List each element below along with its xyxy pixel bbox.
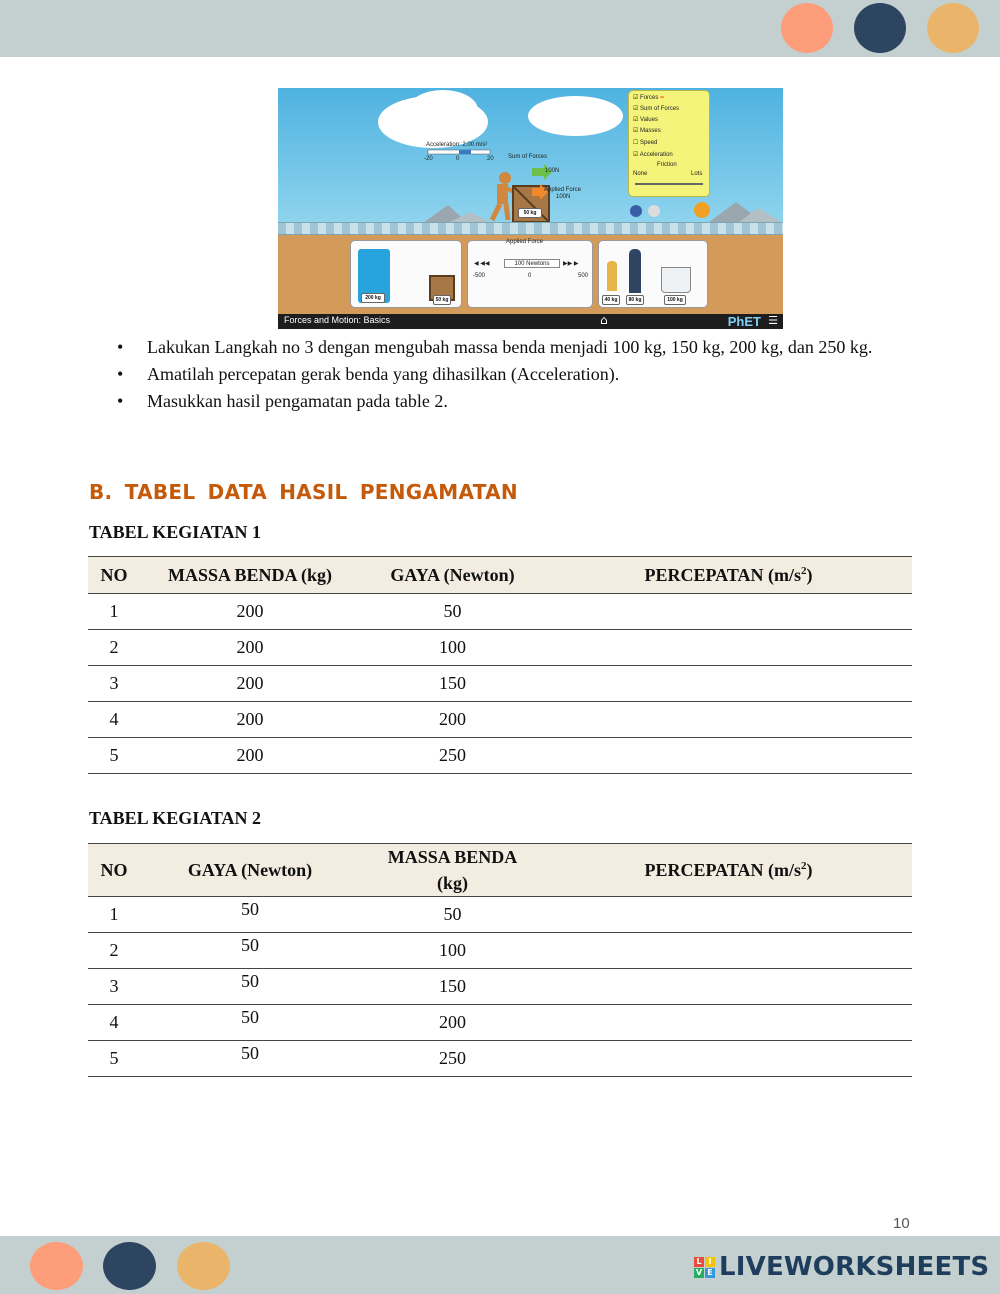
sum-of-forces-label: Sum of Forces — [508, 154, 548, 160]
table-cell-no: 1 — [88, 897, 140, 933]
table-title: TABEL KEGIATAN 1 — [89, 522, 262, 542]
observation-table-1 — [88, 556, 912, 774]
bucket-object[interactable] — [661, 267, 691, 293]
applied-force-arrow-value: 100N — [556, 194, 571, 200]
forces-checkbox[interactable]: ☑ Forces ➨ — [633, 95, 666, 101]
sum-of-forces-value: 100N — [545, 168, 560, 174]
table-cell-percepatan[interactable] — [545, 630, 912, 666]
applied-force-input[interactable]: 100 Newtons — [504, 259, 560, 268]
table-row — [88, 666, 912, 702]
table-cell-massa: 200 — [140, 630, 360, 666]
table-cell-percepatan[interactable] — [545, 738, 912, 774]
speed-checkbox[interactable]: ☐ Speed — [633, 140, 658, 146]
table-cell-massa: 200 — [140, 594, 360, 630]
table-cell-no: 2 — [88, 630, 140, 666]
friction-none-label: None — [633, 171, 648, 177]
instruction-list — [117, 334, 917, 415]
table-row — [88, 933, 912, 969]
table-row — [88, 594, 912, 630]
table-cell-massa: 250 — [360, 1041, 545, 1077]
column-header: GAYA (Newton) — [140, 844, 360, 897]
visibility-panel — [628, 90, 710, 197]
table-cell-no: 2 — [88, 933, 140, 969]
friction-slider[interactable] — [635, 183, 703, 185]
sum-of-forces-checkbox[interactable]: ☑ Sum of Forces — [633, 106, 680, 112]
table-row — [88, 969, 912, 1005]
table-cell-percepatan[interactable] — [545, 594, 912, 630]
page-number: 10 — [893, 1215, 910, 1232]
table-cell-percepatan[interactable] — [545, 1005, 912, 1041]
liveworksheets-wordmark: LIVEWORKSHEETS — [719, 1252, 990, 1282]
table-cell-massa: 200 — [140, 702, 360, 738]
section-title: B. TABEL DATA HASIL PENGAMATAN — [89, 480, 518, 504]
table-row — [88, 738, 912, 774]
table-cell-massa: 50 — [360, 897, 545, 933]
table-cell-percepatan[interactable] — [545, 897, 912, 933]
table-cell-percepatan[interactable] — [545, 933, 912, 969]
table-row — [88, 897, 912, 933]
table-cell-percepatan[interactable] — [545, 1041, 912, 1077]
table-cell-gaya: 50 — [140, 969, 360, 1005]
column-header: GAYA (Newton) — [360, 557, 545, 594]
liveworksheets-grid-icon: L I V E — [694, 1257, 715, 1278]
table-cell-gaya: 50 — [360, 594, 545, 630]
table-cell-percepatan[interactable] — [545, 666, 912, 702]
girl-mass-tag: 40 kg — [602, 295, 620, 305]
table-cell-gaya: 50 — [140, 933, 360, 969]
column-header: MASSA BENDA (kg) — [360, 844, 545, 897]
crate-mass-tag: 50 kg — [518, 208, 542, 218]
list-item: • Lakukan Langkah no 3 dengan mengubah massa benda menjadi 100 kg, 150 kg, 200 kg, dan 250 kg. — [117, 334, 917, 360]
circle-icon — [30, 1242, 83, 1290]
man-mass-tag: 80 kg — [626, 295, 644, 305]
column-header: PERCEPATAN $(m/s^2)$ — [545, 844, 912, 897]
column-header: NO — [88, 557, 140, 594]
objects-left-panel — [350, 240, 462, 308]
table-row — [88, 1041, 912, 1077]
table-cell-percepatan[interactable] — [545, 702, 912, 738]
fridge-mass-tag: 200 kg — [361, 293, 385, 303]
list-item: • Amatilah percepatan gerak benda yang dihasilkan (Acceleration). — [117, 361, 917, 387]
circle-icon — [781, 3, 833, 53]
table-cell-massa: 200 — [140, 738, 360, 774]
circle-icon — [103, 1242, 156, 1290]
home-icon[interactable]: ⌂ — [600, 313, 608, 327]
table-row — [88, 1005, 912, 1041]
column-header: PERCEPATAN $(m/s^2)$ — [545, 557, 912, 594]
header-band — [0, 0, 1000, 57]
acceleration-label: Acceleration: 2.00 m/s² — [426, 142, 488, 148]
table-row — [88, 630, 912, 666]
values-checkbox[interactable]: ☑ Values — [633, 117, 658, 123]
table-cell-no: 1 — [88, 594, 140, 630]
table-cell-no: 5 — [88, 1041, 140, 1077]
table-cell-no: 3 — [88, 969, 140, 1005]
table-cell-gaya: 100 — [360, 630, 545, 666]
acceleration-checkbox[interactable]: ☑ Acceleration — [633, 152, 673, 158]
table-cell-massa: 150 — [360, 969, 545, 1005]
table-cell-gaya: 150 — [360, 666, 545, 702]
circle-icon — [854, 3, 906, 53]
friction-lots-label: Lots — [691, 171, 703, 177]
menu-icon[interactable]: ☰ — [768, 314, 778, 327]
masses-checkbox[interactable]: ☑ Masses — [633, 128, 661, 134]
slider-tick: -500 — [473, 273, 486, 279]
applied-force-panel-label: Applied Force — [506, 239, 544, 245]
objects-right-panel — [598, 240, 708, 308]
applied-force-panel — [467, 240, 593, 308]
acceleration-tick: 20 — [487, 156, 494, 162]
list-item: • Masukkan hasil pengamatan pada table 2. — [117, 388, 917, 414]
phet-logo: PhET — [727, 314, 761, 329]
simulation-caption: Forces and Motion: Basics — [284, 315, 391, 325]
acceleration-tick: 0 — [456, 156, 460, 162]
simulation-screenshot — [278, 88, 783, 329]
table-cell-gaya: 200 — [360, 702, 545, 738]
circle-icon — [177, 1242, 230, 1290]
increase-force-buttons[interactable]: ▶▶ ▶ — [563, 261, 579, 267]
table-cell-gaya: 50 — [140, 1005, 360, 1041]
small-crate-mass-tag: 50 kg — [433, 295, 451, 305]
man-object[interactable] — [629, 249, 641, 293]
circle-icon — [927, 3, 979, 53]
acceleration-tick: -20 — [424, 156, 433, 162]
table-row — [88, 702, 912, 738]
table-cell-no: 5 — [88, 738, 140, 774]
table-cell-no: 4 — [88, 1005, 140, 1041]
column-header: NO — [88, 844, 140, 897]
table-cell-gaya: 250 — [360, 738, 545, 774]
friction-label: Friction — [657, 162, 677, 168]
slider-tick: 500 — [578, 273, 589, 279]
table-cell-percepatan[interactable] — [545, 969, 912, 1005]
girl-object[interactable] — [607, 261, 617, 291]
table-cell-gaya: 50 — [140, 1041, 360, 1077]
slider-tick: 0 — [528, 273, 532, 279]
table-cell-massa: 200 — [360, 1005, 545, 1041]
observation-table-2 — [88, 843, 912, 1077]
table-cell-no: 3 — [88, 666, 140, 702]
table-cell-massa: 100 — [360, 933, 545, 969]
bucket-mass-tag: 100 kg — [664, 295, 686, 305]
liveworksheets-logo[interactable] — [694, 1252, 989, 1282]
column-header: MASSA BENDA (kg) — [140, 557, 360, 594]
applied-force-arrow-label: Applied Force — [544, 187, 582, 193]
table-cell-no: 4 — [88, 702, 140, 738]
decrease-force-buttons[interactable]: ◀ ◀◀ — [474, 261, 490, 267]
table-title: TABEL KEGIATAN 2 — [89, 808, 262, 828]
table-cell-gaya: 50 — [140, 897, 360, 933]
table-cell-massa: 200 — [140, 666, 360, 702]
